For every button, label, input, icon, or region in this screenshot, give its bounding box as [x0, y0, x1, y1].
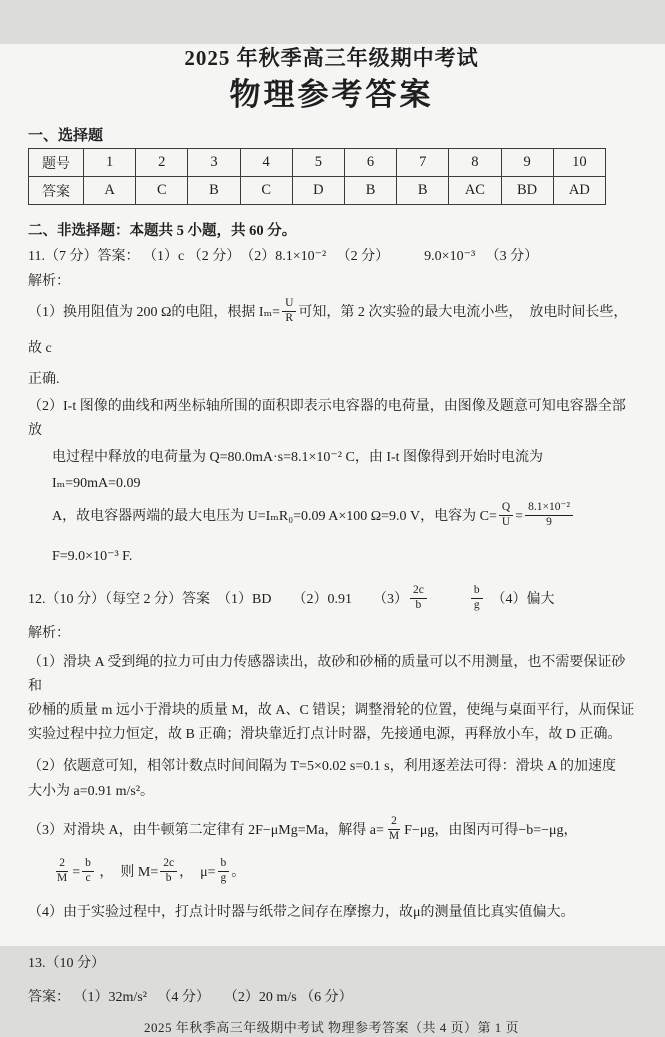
- fraction-2-over-M: $\frac{2}{M}$: [57, 857, 68, 885]
- text-segment: ， μ=: [179, 865, 216, 880]
- question-number-cell: 1: [84, 149, 136, 177]
- text-segment: 可知，第 2 次实验的最大电流小些， 放电时间长些，故 c: [28, 305, 628, 356]
- q11-explain-1b: 正确.: [28, 372, 60, 387]
- q11-explain-2-line3: [28, 497, 635, 577]
- answer-cell: C: [240, 177, 292, 205]
- text-segment: ， 则 M=: [95, 865, 159, 880]
- fraction-b-over-c: $\frac{b}{c}$: [82, 857, 94, 886]
- equals-sign: =: [515, 509, 524, 524]
- question-number-cell: 6: [344, 149, 396, 177]
- q11-explain-2-line2: 电过程中释放的电荷量为 Q=80.0mA·s=8.1×10⁻² C，由 I-t 图像得到开始时电流为 Iₘ=90mA=0.09: [52, 450, 547, 491]
- document-page: [0, 44, 665, 1035]
- question-number-cell: 3: [188, 149, 240, 177]
- question-number-cell: 8: [449, 149, 501, 177]
- q11-explain-1: [28, 295, 635, 367]
- fraction-2c-over-b: $\frac{2c}{b}$: [410, 584, 427, 613]
- question-number-cell: 4: [240, 149, 292, 177]
- q13-answer-line: 答案： （1）32m/s² （4 分） （2）20 m/s （6 分）: [28, 990, 353, 1005]
- text-segment: A，故电容器两端的最大电压为 U=IₘR₀=0.09 A×100 Ω=9.0 V，电容为 C=: [52, 509, 497, 524]
- text-segment: F−μg，由图丙可得−b=−μg，: [404, 823, 578, 838]
- table-row-answers: [29, 177, 606, 205]
- answer-key-title: 物理参考答案: [229, 77, 434, 112]
- text-segment: F=9.0×10⁻³ F.: [52, 509, 579, 564]
- page-footer: 2025 年秋季高三年级期中考试 物理参考答案（共 4 页）第 1 页: [143, 1020, 519, 1035]
- fraction-b-over-g: $\frac{b}{g}$: [218, 857, 230, 886]
- text-segment: 12.（10 分）（每空 2 分）答案 （1）BD （2）0.91 （3）: [28, 592, 408, 607]
- q12-explain-1-line2: 砂桶的质量 m 远小于滑块的质量 M，故 A、C 错误；调整滑轮的位置，使绳与桌面平行，从而保证: [28, 703, 635, 718]
- q11-answer-line: 11.（7 分）答案： （1）c （2 分） （2）8.1×10⁻² （2 分） 9.0×10⁻³ （3 分）: [28, 249, 539, 264]
- fraction-U-over-R: $\frac{U}{R}$: [282, 297, 296, 326]
- text-segment: （4）偏大: [484, 592, 555, 607]
- section1-heading: 一、选择题: [28, 128, 104, 144]
- fraction-2c-over-b: $\frac{2c}{b}$: [160, 857, 177, 886]
- q12-explain-3-line1: [28, 811, 635, 851]
- answer-cell: D: [292, 177, 344, 205]
- text-segment: 。: [231, 865, 246, 880]
- question-number-cell: 5: [292, 149, 344, 177]
- q12-explain-2-line2: 大小为 a=0.91 m/s²。: [28, 784, 155, 799]
- fraction-capacitance: $\frac{\text{8.1×10⁻²}}{9}$: [525, 501, 573, 530]
- q12-explain-2-line1: （2）依题意可知，相邻计数点时间间隔为 T=5×0.02 s=0.1 s，利用逐差法可得：滑块 A 的加速度: [28, 759, 616, 774]
- fraction-b-over-g: $\frac{b}{g}$: [471, 584, 483, 613]
- text-segment: （3）对滑块 A，由牛顿第二定律有 2F−μMg=Ma，解得 a=: [28, 823, 384, 838]
- answer-cell: BD: [501, 177, 553, 205]
- question-number-cell: 2: [136, 149, 188, 177]
- row-label-number: 题号: [29, 149, 84, 177]
- answer-cell: A: [84, 177, 136, 205]
- q12-explain-4: （4）由于实验过程中，打点计时器与纸带之间存在摩擦力，故μ的测量值比真实值偏大。: [28, 905, 575, 920]
- q13-heading: 13.（10 分）: [28, 956, 105, 971]
- table-row-question-numbers: [29, 149, 606, 177]
- q12-explain-1-line3: 实验过程中拉力恒定，故 B 正确；滑块靠近打点计时器，先接通电源，再释放小车，故 D 正确。: [28, 727, 622, 742]
- q12-jiexi-label: 解析：: [28, 626, 70, 641]
- answer-cell: B: [344, 177, 396, 205]
- answer-cell: AD: [553, 177, 605, 205]
- text-segment: （1）换用阻值为 200 Ω的电阻，根据 Iₘ=: [28, 305, 281, 320]
- answer-cell: B: [397, 177, 449, 205]
- question-number-cell: 10: [553, 149, 605, 177]
- q12-explain-1-line1: （1）滑块 A 受到绳的拉力可由力传感器读出，故砂和砂桶的质量可以不用测量，也不需要保证砂和: [28, 655, 626, 694]
- exam-session-title: 2025 年秋季高三年级期中考试: [184, 46, 479, 70]
- fraction-Q-over-U: $\frac{Q}{U}$: [499, 501, 513, 530]
- answer-cell: C: [136, 177, 188, 205]
- choice-answer-table: [28, 148, 606, 205]
- equals-sign: =: [72, 865, 81, 880]
- answer-cell: AC: [449, 177, 501, 205]
- question-number-cell: 9: [501, 149, 553, 177]
- q11-jiexi-label: 解析：: [28, 274, 70, 289]
- fraction-2-over-M: $\frac{2}{M}$: [388, 815, 400, 843]
- row-label-answer: 答案: [29, 177, 84, 205]
- q11-explain-2-line1: （2）I-t 图像的曲线和两坐标轴所围的面积即表示电容器的电荷量，由图像及题意可知电容器全部放: [28, 399, 626, 438]
- q12-explain-3-line2: [28, 851, 635, 895]
- section2-heading: 二、非选择题：本题共 5 小题，共 60 分。: [28, 223, 297, 239]
- question-number-cell: 7: [397, 149, 449, 177]
- q12-answer-line: [28, 579, 635, 621]
- answer-cell: B: [188, 177, 240, 205]
